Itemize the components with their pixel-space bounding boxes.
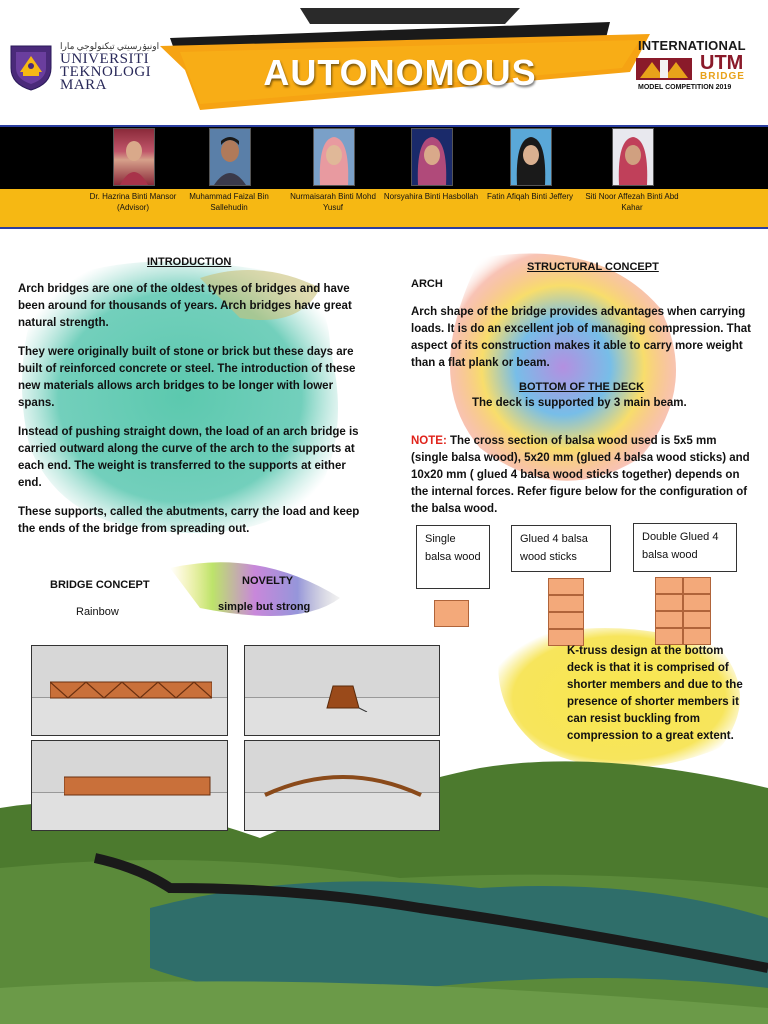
- bridge-concept-value: Rainbow: [76, 606, 119, 618]
- deck-heading: BOTTOM OF THE DECK: [519, 381, 645, 393]
- competition-international: INTERNATIONAL: [638, 38, 746, 53]
- render-deck-end: [244, 645, 440, 736]
- university-line1: UNIVERSITI: [60, 51, 150, 67]
- competition-utm: UTM: [700, 52, 744, 74]
- member-photo-2: [209, 128, 251, 186]
- structural-heading: STRUCTURAL CONCEPT: [527, 261, 659, 273]
- introduction-p2: They were originally built of stone or brick but these days are built of reinforced concrete or steel. The introduction of these new materials allows arch bridges to be longer with lower spans.: [18, 346, 356, 409]
- member-photo-6: [612, 128, 654, 186]
- bridge-logo-icon: [636, 56, 692, 82]
- header: [0, 0, 768, 125]
- member-name-2: Muhammad Faizal Bin Sallehudin: [189, 192, 269, 212]
- novelty-heading: NOVELTY: [242, 575, 294, 587]
- member-name-3: Nurmaisarah Binti Mohd Yusuf: [290, 192, 376, 212]
- member-photo-5: [510, 128, 552, 186]
- introduction-p4: These supports, called the abutments, carry the load and keep the ends of the bridge from spreading out.: [18, 506, 360, 535]
- ktruss-text: K-truss design at the bottom deck is that it is comprised of shorter members and due to the presence of shorter members it can resist buckling from compression to a great extent.: [567, 645, 743, 742]
- university-arabic: اونيۏرسيتي تيكنولوجي مارا: [60, 41, 160, 51]
- label-single-balsa: Single balsa wood: [416, 525, 490, 589]
- note-text: [411, 433, 756, 518]
- note-body: The cross section of balsa wood used is 5x5 mm (single balsa wood), 5x20 mm (glued 4 balsa wood sticks) and 10x20 mm ( glued 4 balsa wood sticks together) depends on the internal forces. Refer figure below for the configuration of the balsa wood.: [411, 435, 750, 515]
- introduction-p3: Instead of pushing straight down, the load of an arch bridge is carried outward along the curve of the arch to the supports at each end. The weight is transferred to the supports at either end.: [18, 426, 359, 489]
- member-photo-1: [113, 128, 155, 186]
- member-photo-4: [411, 128, 453, 186]
- university-line2: TEKNOLOGI: [60, 64, 152, 80]
- label-glued-balsa: Glued 4 balsa wood sticks: [511, 525, 611, 572]
- render-arch: [244, 740, 440, 831]
- glued-balsa-section: [548, 578, 584, 646]
- university-crest-icon: [8, 42, 54, 92]
- arch-heading: ARCH: [411, 278, 443, 290]
- deck-text: The deck is supported by 3 main beam.: [472, 397, 687, 409]
- label-double-glued-balsa: Double Glued 4 balsa wood: [633, 523, 737, 572]
- competition-bridge: BRIDGE: [700, 71, 745, 82]
- note-label: NOTE:: [411, 435, 447, 447]
- introduction-heading: INTRODUCTION: [147, 256, 232, 268]
- member-photo-3: [313, 128, 355, 186]
- double-glued-balsa-section: [655, 577, 711, 645]
- competition-subtitle: MODEL COMPETITION 2019: [638, 84, 732, 91]
- member-name-5: Fatin Afiqah Binti Jeffery: [486, 192, 574, 201]
- single-balsa-section: [434, 600, 469, 627]
- arch-text: Arch shape of the bridge provides advantages when carrying loads. It is do an excellent job of managing compression. That aspect of its construction makes it able to carry more weight than a flat plank or beam.: [411, 306, 751, 369]
- novelty-value: simple but strong: [218, 601, 311, 613]
- university-line3: MARA: [60, 77, 108, 93]
- render-deck-side: [31, 740, 228, 831]
- member-name-6: Siti Noor Affezah Binti Abd Kahar: [585, 192, 679, 212]
- poster-title: AUTONOMOUS: [263, 52, 537, 93]
- introduction-p1: Arch bridges are one of the oldest types of bridges and have been around for thousands of years. Arch bridges have great natural strength.: [18, 283, 352, 329]
- render-truss-side: [31, 645, 228, 736]
- university-name: [60, 40, 159, 92]
- bridge-concept-heading: BRIDGE CONCEPT: [50, 579, 150, 591]
- member-name-1: Dr. Hazrina Binti Mansor (Advisor): [89, 192, 177, 212]
- member-name-4: Norsyahira Binti Hasbollah: [383, 192, 479, 201]
